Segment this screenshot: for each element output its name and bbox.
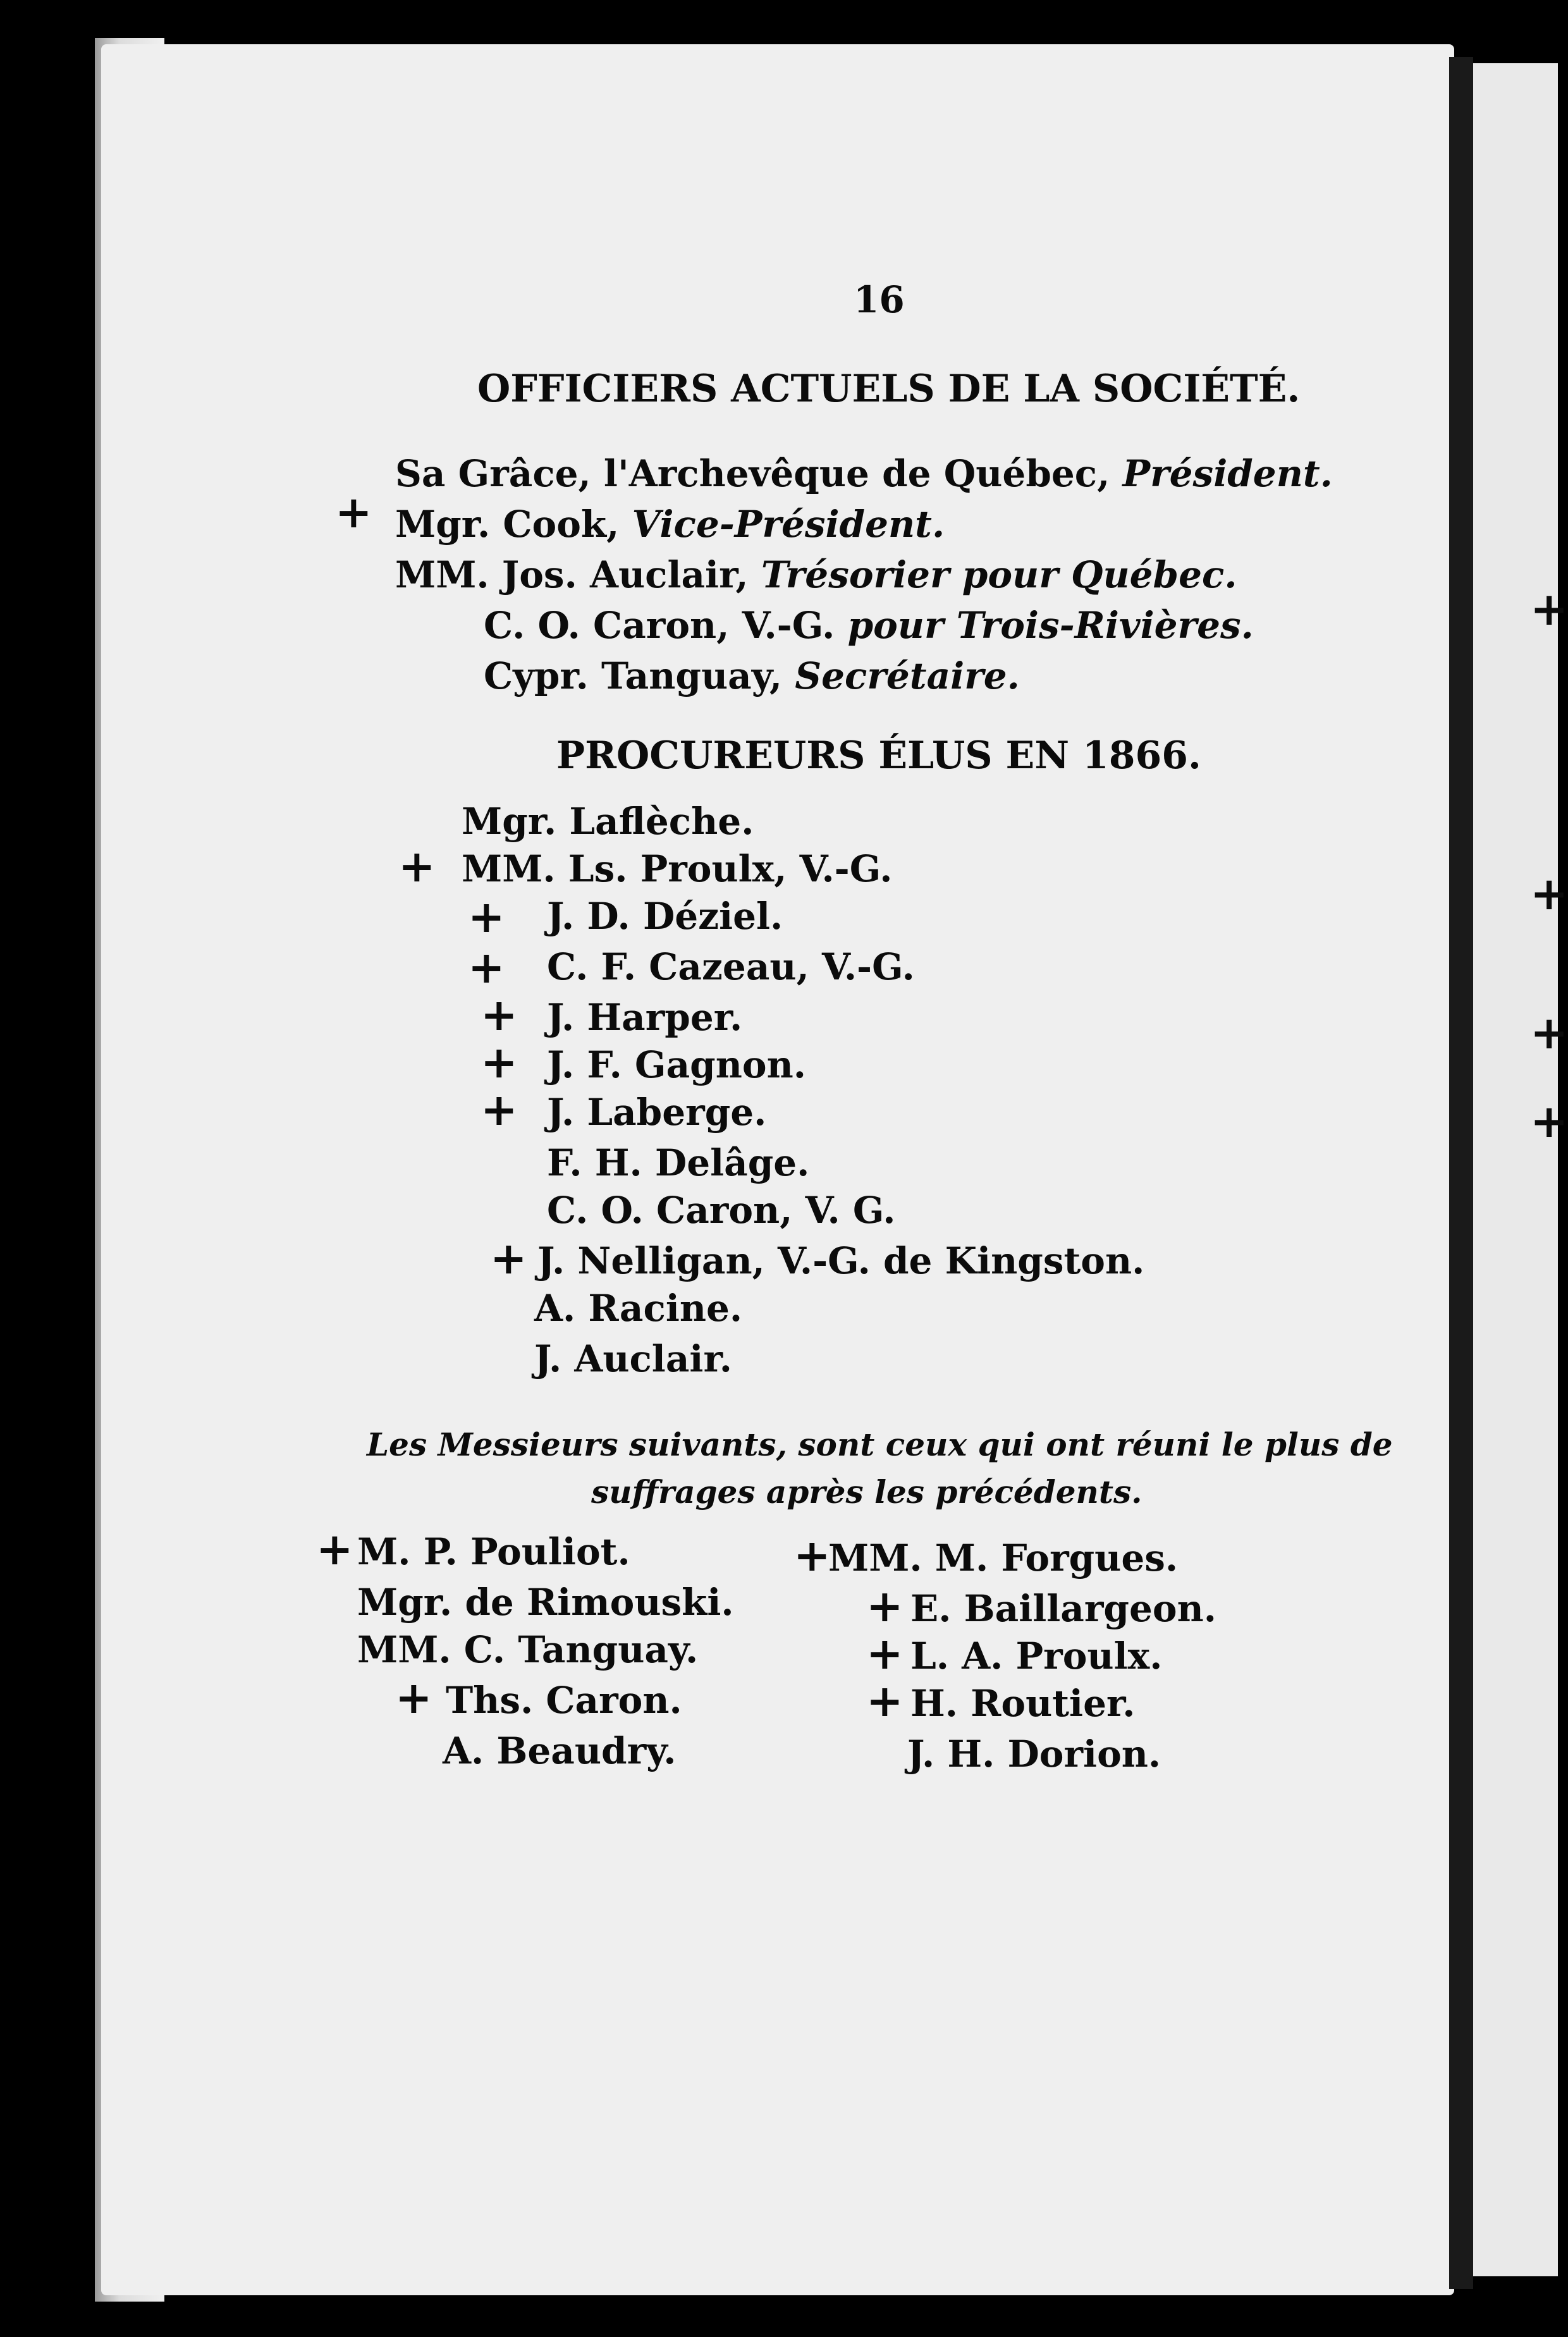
- member-name: MM. M. Forgues.: [828, 1537, 1179, 1579]
- procureur-name: C. O. Caron, V. G.: [547, 1189, 896, 1232]
- officer-name: Sa Grâce, l'Archevêque de Québec,: [395, 452, 1123, 495]
- cross-mark-icon: +: [793, 1529, 831, 1581]
- cross-mark-icon: +: [468, 890, 505, 943]
- member-name: Mgr. de Rimouski.: [357, 1581, 734, 1624]
- cross-mark-icon: +: [1530, 1094, 1568, 1148]
- procureur-name: J. Auclair.: [534, 1337, 732, 1380]
- cross-mark-icon: +: [481, 1083, 518, 1136]
- procureur-name: MM. Ls. Proulx, V.-G.: [462, 847, 893, 890]
- cross-mark-icon: +: [481, 988, 518, 1041]
- cross-mark-icon: +: [481, 1036, 518, 1088]
- procureur-name: J. D. Déziel.: [547, 895, 783, 938]
- member-name: H. Routier.: [910, 1682, 1136, 1725]
- officer-role: Président.: [1122, 452, 1333, 495]
- officer-name: Cypr. Tanguay,: [484, 654, 795, 697]
- member-name: A. Beaudry.: [443, 1729, 677, 1772]
- procureur-name: J. Laberge.: [547, 1091, 767, 1134]
- cross-mark-icon: +: [398, 840, 436, 892]
- member-name: L. A. Proulx.: [910, 1635, 1163, 1678]
- officer-name: Mgr. Cook,: [395, 503, 632, 546]
- member-name: J. H. Dorion.: [907, 1733, 1161, 1776]
- cross-mark-icon: +: [468, 941, 505, 993]
- note-line: Les Messieurs suivants, sont ceux qui ont réuni le plus de: [367, 1426, 1393, 1463]
- next-page-edge: [1473, 63, 1558, 2276]
- officer-role: Vice-Président.: [632, 503, 945, 546]
- officer-name: C. O. Caron, V.-G.: [484, 604, 848, 647]
- procureur-name: F. H. Delâge.: [547, 1141, 810, 1184]
- cross-mark-icon: +: [1530, 1005, 1568, 1059]
- officer-line: [484, 654, 1020, 697]
- officer-role: Trésorier pour Québec.: [761, 553, 1237, 596]
- officer-line: [484, 604, 1254, 647]
- member-name: MM. C. Tanguay.: [357, 1628, 699, 1671]
- cross-mark-icon: +: [316, 1523, 353, 1575]
- procureur-name: Mgr. Laflèche.: [462, 800, 754, 843]
- cross-mark-icon: +: [490, 1232, 527, 1284]
- officer-line: [395, 503, 945, 546]
- procureur-name: J. Nelligan, V.-G. de Kingston.: [537, 1239, 1145, 1282]
- note-line: suffrages après les précédents.: [591, 1473, 1142, 1511]
- page-number: 16: [854, 278, 905, 321]
- cross-mark-icon: +: [1530, 866, 1568, 920]
- cross-mark-icon: +: [1530, 582, 1568, 635]
- member-name: M. P. Pouliot.: [357, 1530, 630, 1573]
- officer-role: pour Trois-Rivières.: [847, 604, 1254, 647]
- page-gutter: [1449, 57, 1473, 2289]
- cross-mark-icon: +: [335, 486, 372, 538]
- procureur-name: J. Harper.: [547, 996, 743, 1039]
- officer-role: Secrétaire.: [795, 654, 1020, 697]
- cross-mark-icon: +: [866, 1627, 903, 1679]
- member-name: E. Baillargeon.: [910, 1587, 1216, 1630]
- procureur-name: J. F. Gagnon.: [547, 1043, 806, 1086]
- cross-mark-icon: +: [866, 1579, 903, 1632]
- officer-line: [395, 553, 1237, 596]
- officer-line: [395, 452, 1333, 495]
- officers-heading: OFFICIERS ACTUELS DE LA SOCIÉTÉ.: [477, 367, 1301, 411]
- cross-mark-icon: +: [866, 1674, 903, 1727]
- officer-name: MM. Jos. Auclair,: [395, 553, 761, 596]
- procureurs-heading: PROCUREURS ÉLUS EN 1866.: [556, 733, 1201, 778]
- member-name: Ths. Caron.: [446, 1679, 682, 1722]
- procureur-name: C. F. Cazeau, V.-G.: [547, 945, 915, 988]
- procureur-name: A. Racine.: [534, 1287, 743, 1330]
- cross-mark-icon: +: [395, 1671, 432, 1724]
